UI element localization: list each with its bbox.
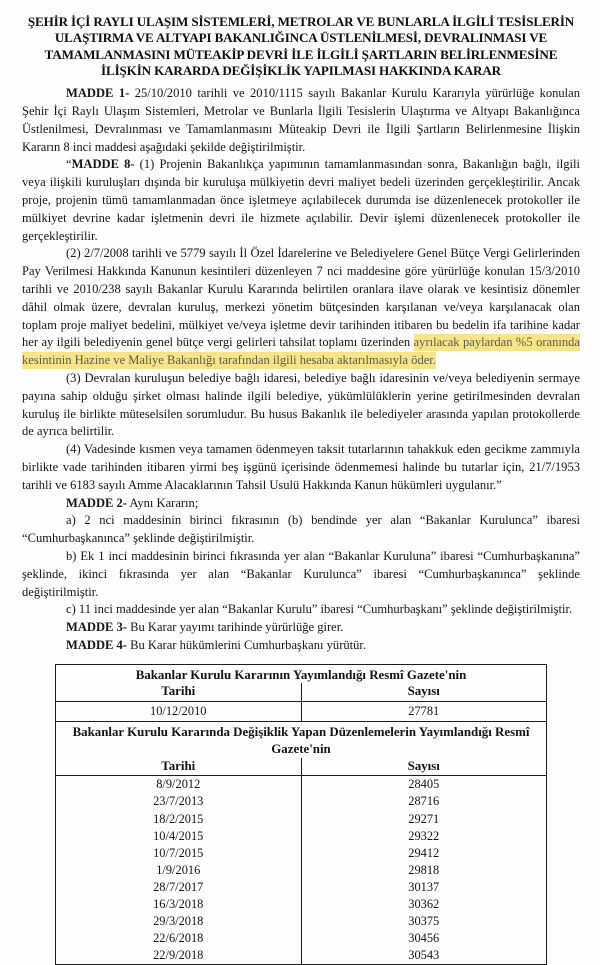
table-row <box>56 862 547 879</box>
cell-date: 18/2/2015 <box>56 811 302 828</box>
column-header-date: Tarihi <box>56 683 302 701</box>
cell-number: 29322 <box>301 828 547 845</box>
paragraph-madde-2 <box>22 495 580 513</box>
cell-number: 28405 <box>301 776 547 794</box>
cell-date: 28/7/2017 <box>56 879 302 896</box>
table-row-section1-heading <box>56 664 547 683</box>
paragraph-madde-2-a: a) 2 nci maddesinin birinci fıkrasının (b) bendinde yer alan “Bakanlar Kurulunca” ibaresi “Cumhurbaşkanınca” şeklinde değiştirilmiştir. <box>22 513 580 546</box>
table-row <box>56 930 547 947</box>
madde-3-text: Bu Karar yayımı tarihinde yürürlüğe girer. <box>126 620 344 635</box>
cell-number: 30362 <box>301 896 547 913</box>
paragraph-madde-8-2 <box>22 245 580 370</box>
quote-open: “ <box>66 157 72 172</box>
column-header-number: Sayısı <box>301 683 547 701</box>
cell-date: 10/4/2015 <box>56 828 302 845</box>
cell-number: 28716 <box>301 793 547 810</box>
madde-8-label: MADDE 8- <box>71 157 135 172</box>
paragraph-madde-1 <box>22 85 580 156</box>
table-row <box>56 776 547 794</box>
column-header-date: Tarihi <box>56 758 302 776</box>
cell-date: 22/9/2018 <box>56 947 302 965</box>
cell-date: 8/9/2012 <box>56 776 302 794</box>
madde-3-label: MADDE 3- <box>66 620 127 635</box>
page-title: ŞEHİR İÇİ RAYLI ULAŞIM SİSTEMLERİ, METROLAR VE BUNLARLA İLGİLİ TESİSLERİN ULAŞTIRMA VE ALTYAPI BAKANLIĞINCA ÜSTLENİLMESİ, DEVRALINMASI VE TAMAMLANMASINI MÜTEAKİP DEVRİ İLE İLGİLİ ŞARTLARIN BELİRLENMESİNE İLİŞKİN KARARDA DEĞİŞİKLİK YAPILMASI HAKKINDA KARAR <box>27 14 575 78</box>
paragraph-madde-8-3: (3) Devralan kuruluşun belediye bağlı idaresi, belediye bağlı idaresinin ve/veya belediyenin sermaye payına sahip olduğu şirket olması halinde ilgili belediye, yükümlülüklerin yerine getirilmesinden devralan kuruluş ile birlikte müteselsilen sorumludur. Bu husus Bakanlık ile belediyeler arasında yapılan protokollerde de ayrıca belirtilir. <box>22 370 580 439</box>
madde-1-label: MADDE 1- <box>66 86 130 101</box>
table-row <box>56 811 547 828</box>
paragraph-madde-8-1 <box>22 156 580 245</box>
table-row-section2-columns <box>56 758 547 776</box>
paragraph-madde-8-4: (4) Vadesinde kısmen veya tamamen ödenmeyen taksit tutarlarının tahakkuk eden gecikme zammıyla birlikte vade tarihinden itibaren yirmi beş işgünü içerisinde ödenmemesi halinde bu tutarlar için, 21/7/1953 tarihli ve 6183 sayılı Amme Alacaklarının Tahsil Usulü Hakkında Kanun hükümleri uygulanır.” <box>22 442 580 492</box>
madde-8-paragraph-2-text: (2) 2/7/2008 tarihli ve 5779 sayılı İl Özel İdarelerine ve Belediyelere Genel Bütçe Vergi Gelirlerinden Pay Verilmesi Hakkında Kanunun kesintileri düzenleyen 7 nci maddesine göre yürürlüğe konulan 15/3/2010 tarihli ve 2010/238 sayılı Bakanlar Kurulu Kararında belirtilen oranlara ilave olarak ve kesintisiz dönemler dâhil olmak üzere, devralan kuruluş, merkezi yönetim bütçesinden karşılanan ve/veya karşılanacak olan toplam proje maliyet bedelini, mülkiyet ve/veya işletme devir tarihinden itibaren bu bedelin ifa tarihine kadar her ay ilgili belediyenin genel bütçe vergi gelirleri tahsilat toplamı üzerinden <box>22 246 580 350</box>
cell-number: 29818 <box>301 862 547 879</box>
cell-number: 30137 <box>301 879 547 896</box>
gazette-table-body <box>56 664 547 965</box>
section-2-heading: Bakanlar Kurulu Kararında Değişiklik Yapan Düzenlemelerin Yayımlandığı Resmî Gazete'nin <box>56 721 547 758</box>
cell-number: 30543 <box>301 947 547 965</box>
table-row-section2-heading <box>56 721 547 758</box>
cell-date: 1/9/2016 <box>56 862 302 879</box>
paragraph-madde-3 <box>22 619 580 637</box>
paragraph-madde-2-c: c) 11 inci maddesinde yer alan “Bakanlar Kurulu” ibaresi “Cumhurbaşkanı” şeklinde değiştirilmiştir. <box>66 602 573 617</box>
madde-2-text: Aynı Kararın; <box>126 495 199 510</box>
highlighted-text: ayrılacak paylardan %5 oranında kesintinin Hazine ve Maliye Bakanlığı tarafından ilgili hesaba aktarılmasıyla öder. <box>22 335 580 368</box>
cell-number: 27781 <box>301 701 547 721</box>
table-row <box>56 913 547 930</box>
madde-1-text: 25/10/2010 tarihli ve 2010/1115 sayılı Bakanlar Kurulu Kararıyla yürürlüğe konulan Şehir İçi Raylı Ulaşım Sistemleri, Metrolar ve Bunlarla İlgili Tesislerin Ulaştırma ve Altyapı Bakanlığınca Üstlenilmesi, Devralınması ve Tamamlanmasını Müteakip Devri ile İlgili Şartların Belirlenmesine İlişkin Kararın 8 inci maddesi aşağıdaki şekilde değiştirilmiştir. <box>22 86 580 154</box>
madde-4-text: Bu Karar hükümlerini Cumhurbaşkanı yürütür. <box>126 637 367 652</box>
table-row <box>56 947 547 965</box>
gazette-table-container <box>55 664 547 965</box>
section-1-heading: Bakanlar Kurulu Kararının Yayımlandığı Resmî Gazete'nin <box>56 664 547 683</box>
cell-date: 10/12/2010 <box>56 701 302 721</box>
cell-date: 16/3/2018 <box>56 896 302 913</box>
table-row <box>56 896 547 913</box>
madde-4-label: MADDE 4- <box>66 637 127 652</box>
table-row <box>56 845 547 862</box>
table-row <box>56 701 547 721</box>
table-row <box>56 793 547 810</box>
madde-2-label: MADDE 2- <box>66 495 127 510</box>
cell-date: 22/6/2018 <box>56 930 302 947</box>
cell-date: 23/7/2013 <box>56 793 302 810</box>
cell-date: 10/7/2015 <box>56 845 302 862</box>
cell-number: 30456 <box>301 930 547 947</box>
cell-number: 29271 <box>301 811 547 828</box>
paragraph-madde-4 <box>22 637 580 655</box>
cell-date: 29/3/2018 <box>56 913 302 930</box>
gazette-table <box>55 664 547 965</box>
madde-8-paragraph-1-text: (1) Projenin Bakanlıkça yapımının tamamlanmasından sonra, Bakanlığın bağlı, ilgili veya ilişkili kuruluşları dışında bir kuruluşa mülkiyetin devri maliyet bedeli üzerinden gerçekleştirilir. Ancak proje, projenin tümü tamamlanmadan önce işletmeye açılabilecek durumda ise düzenlenecek protokoller ile mülkiyet devrine kadar işletmenin devri ile hizmete açılabilir. Devir işlemi düzenlenecek protokoller ile gerçekleştirilir. <box>22 157 580 243</box>
table-row <box>56 828 547 845</box>
table-row <box>56 879 547 896</box>
cell-number: 29412 <box>301 845 547 862</box>
paragraph-madde-2-b: b) Ek 1 inci maddesinin birinci fıkrasında yer alan “Bakanlar Kuruluna” ibaresi “Cumhurbaşkanına” şeklinde, ikinci fıkrasında yer alan “Bakanlar Kurulunca” ibaresi “Cumhurbaşkanınca” şeklinde değiştirilmiştir. <box>22 548 580 599</box>
column-header-number: Sayısı <box>301 758 547 776</box>
cell-number: 30375 <box>301 913 547 930</box>
table-row-section1-columns <box>56 683 547 701</box>
